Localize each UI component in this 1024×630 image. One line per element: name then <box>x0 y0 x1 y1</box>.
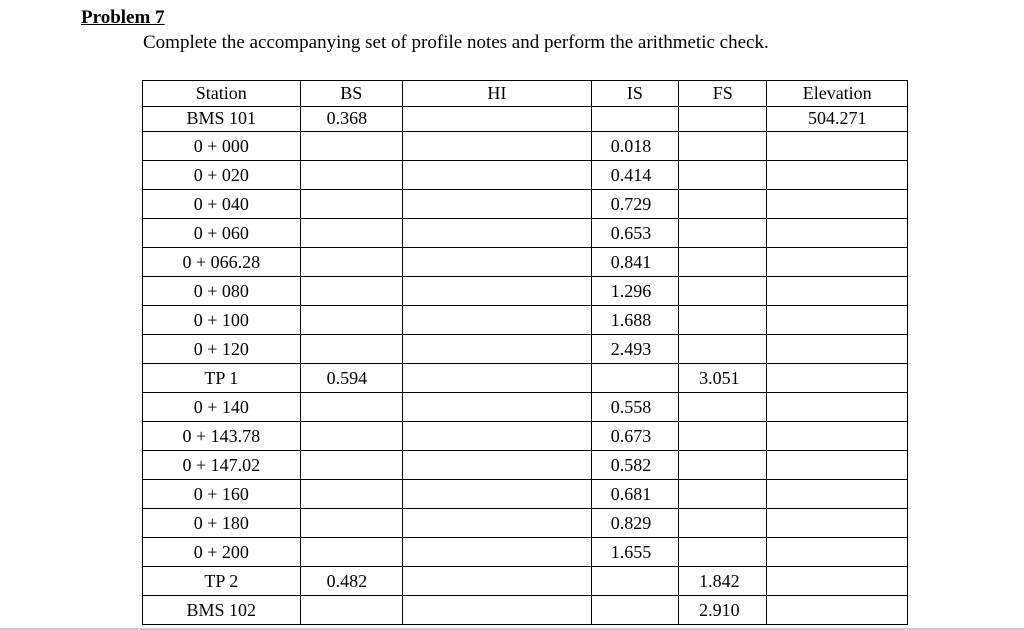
station-cell: 0 + 143.78 <box>143 422 301 451</box>
bs-cell <box>300 422 402 451</box>
table-header-row <box>143 81 908 107</box>
header-bs: BS <box>300 81 402 107</box>
is-cell: 0.018 <box>591 132 678 161</box>
table-row <box>143 393 908 422</box>
is-cell: 0.729 <box>591 190 678 219</box>
fs-cell: 1.842 <box>679 567 767 596</box>
is-cell: 0.681 <box>591 480 678 509</box>
elevation-cell <box>767 132 908 161</box>
profile-notes-table <box>142 80 908 625</box>
bs-cell <box>300 538 402 567</box>
station-cell: 0 + 120 <box>143 335 301 364</box>
station-cell: 0 + 147.02 <box>143 451 301 480</box>
fs-cell <box>679 306 767 335</box>
hi-cell <box>403 364 592 393</box>
station-cell: 0 + 180 <box>143 509 301 538</box>
is-cell: 1.296 <box>591 277 678 306</box>
elevation-cell <box>767 422 908 451</box>
is-cell: 2.493 <box>591 335 678 364</box>
hi-cell <box>403 335 592 364</box>
fs-cell <box>679 451 767 480</box>
fs-cell: 2.910 <box>679 596 767 625</box>
table-row <box>143 509 908 538</box>
problem-title: Problem 7 <box>81 7 165 28</box>
bs-cell <box>300 451 402 480</box>
header-is: IS <box>591 81 678 107</box>
elevation-cell <box>767 509 908 538</box>
table-row <box>143 248 908 277</box>
fs-cell <box>679 393 767 422</box>
station-cell: 0 + 020 <box>143 161 301 190</box>
table-row <box>143 567 908 596</box>
is-cell <box>591 596 678 625</box>
is-cell: 0.558 <box>591 393 678 422</box>
is-cell: 0.414 <box>591 161 678 190</box>
table-row <box>143 277 908 306</box>
bs-cell <box>300 190 402 219</box>
station-cell: BMS 102 <box>143 596 301 625</box>
elevation-cell <box>767 596 908 625</box>
fs-cell <box>679 480 767 509</box>
is-cell: 0.829 <box>591 509 678 538</box>
station-cell: 0 + 140 <box>143 393 301 422</box>
table-row <box>143 422 908 451</box>
hi-cell <box>403 190 592 219</box>
station-cell: TP 2 <box>143 567 301 596</box>
station-cell: 0 + 080 <box>143 277 301 306</box>
table-row <box>143 306 908 335</box>
elevation-cell <box>767 538 908 567</box>
fs-cell <box>679 538 767 567</box>
fs-cell <box>679 277 767 306</box>
elevation-cell <box>767 567 908 596</box>
bs-cell <box>300 335 402 364</box>
header-station: Station <box>143 81 301 107</box>
bs-cell: 0.594 <box>300 364 402 393</box>
station-cell: 0 + 200 <box>143 538 301 567</box>
header-hi: HI <box>403 81 592 107</box>
station-cell: 0 + 160 <box>143 480 301 509</box>
station-cell: 0 + 100 <box>143 306 301 335</box>
is-cell: 0.673 <box>591 422 678 451</box>
bs-cell <box>300 248 402 277</box>
is-cell: 1.655 <box>591 538 678 567</box>
table-row <box>143 335 908 364</box>
elevation-cell <box>767 190 908 219</box>
header-elevation: Elevation <box>767 81 908 107</box>
table-row <box>143 132 908 161</box>
hi-cell <box>403 509 592 538</box>
table-row <box>143 480 908 509</box>
hi-cell <box>403 219 592 248</box>
fs-cell <box>679 190 767 219</box>
bs-cell <box>300 480 402 509</box>
fs-cell <box>679 161 767 190</box>
hi-cell <box>403 161 592 190</box>
header-fs: FS <box>679 81 767 107</box>
bs-cell <box>300 132 402 161</box>
fs-cell <box>679 132 767 161</box>
table-row <box>143 364 908 393</box>
is-cell: 0.653 <box>591 219 678 248</box>
hi-cell <box>403 248 592 277</box>
elevation-cell <box>767 219 908 248</box>
elevation-cell <box>767 161 908 190</box>
elevation-cell <box>767 277 908 306</box>
problem-instruction: Complete the accompanying set of profile notes and perform the arithmetic check. <box>143 32 769 53</box>
bs-cell: 0.368 <box>300 107 402 132</box>
hi-cell <box>403 277 592 306</box>
fs-cell <box>679 107 767 132</box>
bs-cell <box>300 393 402 422</box>
bs-cell <box>300 277 402 306</box>
bs-cell <box>300 306 402 335</box>
hi-cell <box>403 567 592 596</box>
fs-cell <box>679 248 767 277</box>
table-row <box>143 451 908 480</box>
is-cell <box>591 567 678 596</box>
elevation-cell <box>767 393 908 422</box>
table-row <box>143 596 908 625</box>
bs-cell: 0.482 <box>300 567 402 596</box>
station-cell: 0 + 040 <box>143 190 301 219</box>
hi-cell <box>403 132 592 161</box>
elevation-cell <box>767 480 908 509</box>
station-cell: 0 + 066.28 <box>143 248 301 277</box>
elevation-cell: 504.271 <box>767 107 908 132</box>
elevation-cell <box>767 364 908 393</box>
is-cell <box>591 364 678 393</box>
is-cell: 1.688 <box>591 306 678 335</box>
station-cell: 0 + 060 <box>143 219 301 248</box>
hi-cell <box>403 538 592 567</box>
table-row <box>143 107 908 132</box>
hi-cell <box>403 107 592 132</box>
hi-cell <box>403 393 592 422</box>
bs-cell <box>300 596 402 625</box>
is-cell <box>591 107 678 132</box>
is-cell: 0.841 <box>591 248 678 277</box>
bs-cell <box>300 219 402 248</box>
table-row <box>143 190 908 219</box>
fs-cell <box>679 422 767 451</box>
fs-cell <box>679 219 767 248</box>
hi-cell <box>403 480 592 509</box>
is-cell: 0.582 <box>591 451 678 480</box>
table-body <box>143 107 908 625</box>
elevation-cell <box>767 306 908 335</box>
table-row <box>143 161 908 190</box>
hi-cell <box>403 451 592 480</box>
hi-cell <box>403 306 592 335</box>
bs-cell <box>300 161 402 190</box>
table-row <box>143 219 908 248</box>
station-cell: BMS 101 <box>143 107 301 132</box>
station-cell: TP 1 <box>143 364 301 393</box>
elevation-cell <box>767 451 908 480</box>
hi-cell <box>403 596 592 625</box>
elevation-cell <box>767 335 908 364</box>
fs-cell: 3.051 <box>679 364 767 393</box>
hi-cell <box>403 422 592 451</box>
bs-cell <box>300 509 402 538</box>
fs-cell <box>679 509 767 538</box>
table-row <box>143 538 908 567</box>
fs-cell <box>679 335 767 364</box>
station-cell: 0 + 000 <box>143 132 301 161</box>
elevation-cell <box>767 248 908 277</box>
